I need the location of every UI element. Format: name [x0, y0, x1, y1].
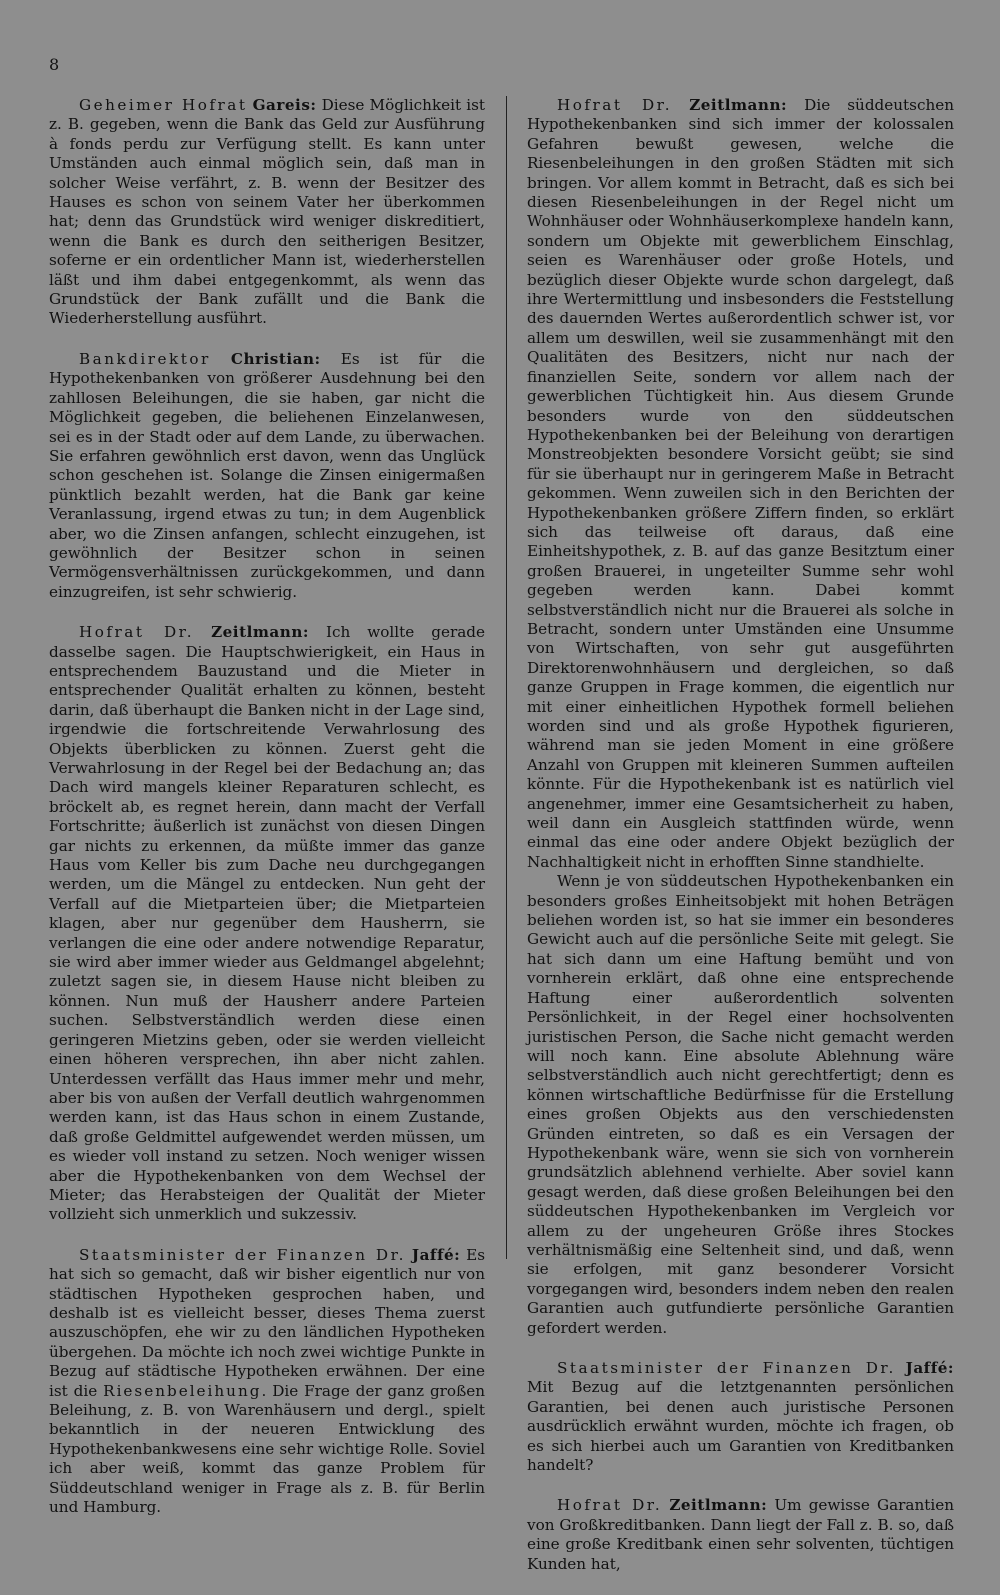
- speaker-title: Staatsminister der Finanzen Dr.: [79, 1245, 407, 1264]
- speaker-title: Geheimer Hofrat: [79, 96, 248, 114]
- speaker-name: Jaffé:: [905, 1359, 955, 1377]
- paragraph-jaffe-1: [49, 1246, 485, 1518]
- speaker-name: Jaffé:: [411, 1245, 461, 1264]
- speaker-name: Zeitlmann:: [689, 96, 788, 114]
- paragraph-text: Ich wollte gerade dasselbe sagen. Die Hauptschwierigkeit, ein Haus in entsprechendem Bauzustand und die Mieter in entsprechender Qualität erhalten zu können, besteht darin, daß überhaupt die Banken nicht in der Lage sind, irgendwie die fortschreitende Verwahrlosung des Objekts überblicken zu können. Zuerst geht die Verwahrlosung in der Regel bei der Bedachung an; das Dach wird mangels kleiner Reparaturen schlecht, es bröckelt ab, es regnet herein, dann macht der Verfall Fortschritte; äußerlich ist zunächst von diesen Dingen gar nichts zu erkennen, da müßte immer das ganze Haus vom Keller bis zum Dache neu durchgegangen werden, um die Mängel zu entdecken. Nun geht der Verfall auf die Mietparteien über; die Mietparteien klagen, aber nur gegenüber dem Hausherrn, sie verlangen die eine oder andere notwendige Reparatur, sie wird aber immer wieder aus Geldmangel abgelehnt; zuletzt sagen sie, in diesem Hause nicht bleiben zu können. Nun muß der Hausherr andere Parteien suchen. Selbstverständlich werden diese einen geringeren Mietzins geben, oder sie werden vielleicht einen höheren versprechen, ihn aber nicht zahlen. Unterdessen verfällt das Haus immer mehr und mehr, aber bis von außen der Verfall deutlich wahrgenommen werden kann, ist das Haus schon in einem Zustande, daß große Geldmittel aufgewendet werden müssen, um es wieder voll instand zu setzen. Noch weniger wissen aber die Hypothekenbanken von dem Wechsel der Mieter; das Herabsteigen der Qualität der Mieter vollzieht sich unmerklich und sukzessiv.: [49, 623, 485, 1224]
- left-column: [49, 96, 485, 1538]
- speaker-name: Zeitlmann:: [669, 1496, 768, 1515]
- paragraph-zeitlmann-2: [527, 96, 954, 872]
- emphasized-term: Riesenbeleihung: [103, 1381, 262, 1400]
- paragraph-text: . Die Frage der ganz großen Beleihung, z. B. von Warenhäusern und dergl., spielt bekanntlich in der neueren Entwicklung des Hypothekenbankwesens eine sehr wichtige Rolle. Soviel ich aber weiß, kommt das ganze Problem für Süddeutschland weniger in Frage als z. B. für Berlin und Hamburg.: [49, 1381, 485, 1517]
- right-column: [527, 96, 954, 1595]
- paragraph-jaffe-2: [527, 1359, 954, 1475]
- paragraph-text: Um gewisse Garantien von Großkreditbanken. Dann liegt der Fall z. B. so, daß eine große Kreditbank einen sehr solventen, tüchtigen Kunden hat,: [527, 1496, 954, 1573]
- paragraph-zeitlmann-2-cont: Wenn je von süddeutschen Hypothekenbanken ein besonders großes Einheitsobjekt mit hohen Beträgen beliehen worden ist, so hat sie immer ein besonderes Gewicht auch auf die persönliche Seite mit gelegt. Sie hat sich dann um eine Haftung bemüht und von vornherein erklärt, daß ohne eine entsprechende Haftung einer außerordentlich solventen Persönlichkeit, in der Regel einer hochsolventen juristischen Person, die Sache nicht gemacht werden will noch kann. Eine absolute Ablehnung wäre selbstverständlich auch nicht gerechtfertigt; denn es können wirtschaftliche Bedürfnisse für die Erstellung eines großen Objekts aus den verschiedensten Gründen eintreten, so daß es ein Versagen der Hypothekenbank wäre, wenn sie sich von vornherein grundsätzlich ablehnend verhielte. Aber soviel kann gesagt werden, daß diese großen Beleihungen bei den süddeutschen Hypothekenbanken im Vergleich vor allem zu der ungeheuren Größe ihres Stockes verhältnismäßig eine Seltenheit sind, und daß, wenn sie erfolgen, mit ganz besonderer Vorsicht vorgegangen wird, besonders indem neben den realen Garantien auch gutfundierte persönliche Garantien gefordert werden.: [527, 872, 954, 1337]
- paragraph-zeitlmann-1: [49, 623, 485, 1225]
- paragraph-text: Die süddeutschen Hypothekenbanken sind sich immer der kolossalen Gefahren bewußt gewesen, welche die Riesenbeleihungen in den großen Städten mit sich bringen. Vor allem kommt in Betracht, daß es sich bei diesen Riesenbeleihungen in der Regel nicht um Wohnhäuser oder Wohnhäuserkomplexe handeln kann, sondern um Objekte mit gewerblichem Einschlag, seien es Warenhäuser oder große Hotels, und bezüglich dieser Objekte wurde schon dargelegt, daß ihre Wertermittlung und insbesonders die Feststellung des dauernden Wertes außerordentlich schwer ist, vor allem um deswillen, weil sie zusammenhängt mit den Qualitäten des Besitzers, nicht nur nach der finanziellen Seite, sondern vor allem nach der gewerblichen Tüchtigkeit hin. Aus diesem Grunde besonders wurde von den süddeutschen Hypothekenbanken bei der Beleihung von derartigen Monstreobjekten besondere Vorsicht geübt; sie sind für sie überhaupt nur in geringerem Maße in Betracht gekommen. Wenn zuweilen sich in den Berichten der Hypothekenbanken größere Ziffern finden, so erklärt sich das teilweise oft daraus, daß eine Einheitshypothek, z. B. auf das ganze Besitztum einer großen Brauerei, in ungeteilter Summe sehr wohl gegeben werden kann. Dabei kommt selbstverständlich nicht nur die Brauerei als solche in Betracht, sondern unter Umständen eine Unsumme von Wirtschaften, von sehr gut ausgeführten Direktorenwohnhäusern und dergleichen, so daß ganze Gruppen in Frage kommen, die eigentlich nur mit einer einheitlichen Hypothek formell beliehen worden sind und als große Hypothek figurieren, während man sie jeden Moment in eine größere Anzahl von Gruppen mit kleineren Summen aufteilen könnte. Für die Hypothekenbank ist es natürlich viel angenehmer, immer eine Gesamtsicherheit zu haben, weil dann ein Ausgleich stattfinden würde, wenn einmal das eine oder andere Objekt bezüglich der Nachhaltigkeit nicht in erhofften Sinne standhielte.: [527, 96, 955, 871]
- speaker-name: Gareis:: [252, 96, 317, 114]
- speaker-title: Staatsminister der Finanzen Dr.: [557, 1359, 896, 1377]
- paragraph-christian: [49, 350, 485, 602]
- speaker-name: Christian:: [230, 349, 321, 368]
- paragraph-text: Es hat sich so gemacht, daß wir bisher eigentlich nur von städtischen Hypotheken gesprochen haben, und deshalb ist es vielleicht besser, dieses Thema zuerst auszuschöpfen, ehe wir zu den ländlichen Hypotheken übergehen. Da möchte ich noch zwei wichtige Punkte in Bezug auf städtische Hypotheken erwähnen. Der eine ist die: [49, 1245, 486, 1400]
- speaker-title: Bankdirektor: [79, 349, 211, 368]
- paragraph-text: Mit Bezug auf die letztgenannten persönlichen Garantien, bei denen auch juristische Personen ausdrücklich erwähnt wurden, möchte ich fragen, ob es sich hierbei auch um Garantien von Kreditbanken handelt?: [527, 1378, 954, 1475]
- paragraph-text: Es ist für die Hypothekenbanken von größerer Ausdehnung bei den zahllosen Beleihungen, die sie haben, gar nicht die Möglichkeit gegeben, die beliehenen Einzelanwesen, sei es in der Stadt oder auf dem Lande, zu überwachen. Sie erfahren gewöhnlich erst davon, wenn das Unglück schon geschehen ist. Solange die Zinsen einigermaßen pünktlich bezahlt werden, hat die Bank gar keine Veranlassung, irgend etwas zu tun; in dem Augenblick aber, wo die Zinsen anfangen, schlecht einzugehen, ist gewöhnlich der Besitzer schon in seinen Vermögensverhältnissen zurückgekommen, und dann einzugreifen, ist sehr schwierig.: [49, 349, 486, 601]
- speaker-title: Hofrat Dr.: [557, 96, 673, 114]
- page-number: 8: [49, 55, 60, 74]
- paragraph-gareis: [49, 96, 485, 329]
- paragraph-zeitlmann-3: [527, 1496, 954, 1574]
- speaker-title: Hofrat Dr.: [79, 623, 195, 642]
- paragraph-text: Diese Möglichkeit ist z. B. gegeben, wenn die Bank das Geld zur Ausführung à fonds perdu zur Verfügung stellt. Es kann unter Umständen auch einmal möglich sein, daß man in solcher Weise verfährt, z. B. wenn der Besitzer des Hauses es schon von seinem Vater her überkommen hat; denn das Grundstück wird weniger diskreditiert, wenn die Bank es durch den seitherigen Besitzer, soferne er ein ordentlicher Mann ist, wiederherstellen läßt und ihm dabei entgegenkommt, als wenn das Grundstück der Bank zufällt und die Bank die Wiederherstellung ausführt.: [49, 96, 485, 328]
- column-divider: [506, 96, 507, 1259]
- speaker-title: Hofrat Dr.: [557, 1496, 663, 1515]
- speaker-name: Zeitlmann:: [211, 623, 309, 642]
